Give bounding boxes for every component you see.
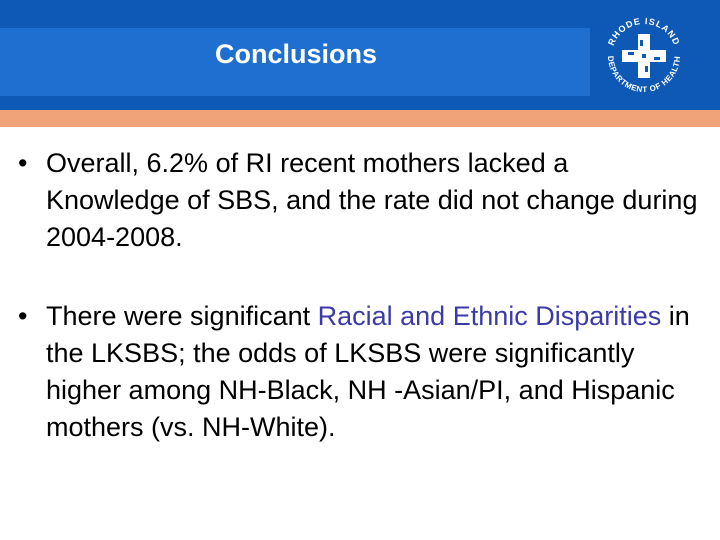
orange-divider (0, 110, 720, 127)
bullet-text-before: There were significant (46, 301, 318, 331)
bullet-list (18, 145, 708, 446)
slide-title (0, 28, 590, 96)
bullet-marker: • (18, 301, 28, 331)
svg-text:RHODE ISLAND: RHODE ISLAND (606, 15, 682, 48)
slide-title-text: Conclusions (214, 39, 377, 69)
title-bar (0, 28, 590, 96)
bullet-text-after: in the LKSBS; the odds of LKSBS were significantly higher among NH-Black, NH -Asian/PI, and Hispanic mothers (vs. NH-White). (46, 301, 690, 442)
bullet-marker: • (18, 148, 28, 178)
highlighted-phrase: Racial and Ethnic Disparities (317, 301, 662, 331)
bullet-text: Overall, 6.2% of RI recent mothers lacked a Knowledge of SBS, and the rate did not change during 2004-2008. (46, 148, 698, 252)
svg-text:DEPARTMENT OF HEALTH: DEPARTMENT OF HEALTH (605, 55, 683, 95)
bullet-item-1 (18, 145, 708, 256)
bullet-item-2 (18, 298, 708, 446)
rhode-island-department-of-health-logo (598, 10, 690, 102)
